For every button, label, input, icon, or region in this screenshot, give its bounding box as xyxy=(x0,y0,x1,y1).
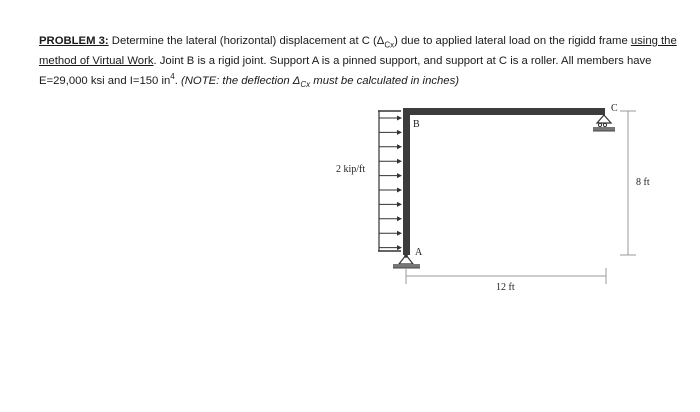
column-ab xyxy=(403,111,410,255)
load-arrowhead xyxy=(397,188,402,193)
note-text-1: (NOTE: the deflection xyxy=(181,75,293,88)
load-arrowhead xyxy=(397,173,402,178)
height-label: 8 ft xyxy=(636,177,650,188)
exponent: 4 xyxy=(170,72,175,82)
load-arrowhead xyxy=(397,116,402,121)
load-label: 2 kip/ft xyxy=(336,164,366,175)
joint-a-label: A xyxy=(415,247,423,258)
delta-symbol: Δ xyxy=(376,35,385,47)
load-arrowhead xyxy=(397,231,402,236)
problem-text-3: . Joint B is a rigid joint. Support A is a pinned support, and support at C is a roller. All members have E=29,000 ksi and I=150 in xyxy=(39,55,652,88)
joint-b-label: B xyxy=(413,119,420,130)
roller-support-c xyxy=(593,115,615,131)
load-arrowhead xyxy=(397,159,402,164)
distributed-load-arrows xyxy=(379,111,402,251)
load-arrowhead xyxy=(397,144,402,149)
note-delta-symbol: Δ xyxy=(292,75,301,88)
load-arrowhead xyxy=(397,130,402,135)
delta-subscript: Cx xyxy=(384,40,395,50)
method-text: using the method of Virtual Work xyxy=(39,35,677,68)
problem-label: PROBLEM 3: xyxy=(39,35,109,47)
beam-bc xyxy=(403,108,605,115)
note-delta-subscript: Cx xyxy=(300,80,311,90)
joint-c-label: C xyxy=(611,103,618,114)
span-label: 12 ft xyxy=(496,282,515,293)
load-arrowhead xyxy=(397,202,402,207)
load-arrowhead xyxy=(397,216,402,221)
problem-text-2: ) due to applied lateral load on the rigidd frame xyxy=(394,35,631,47)
problem-text-1: Determine the lateral (horizontal) displacement at C ( xyxy=(108,35,377,47)
note-text-2: must be calculated in inches) xyxy=(310,75,459,88)
problem-text-4: . xyxy=(174,75,182,88)
dimension-height xyxy=(620,111,636,255)
load-arrowhead xyxy=(397,245,402,250)
